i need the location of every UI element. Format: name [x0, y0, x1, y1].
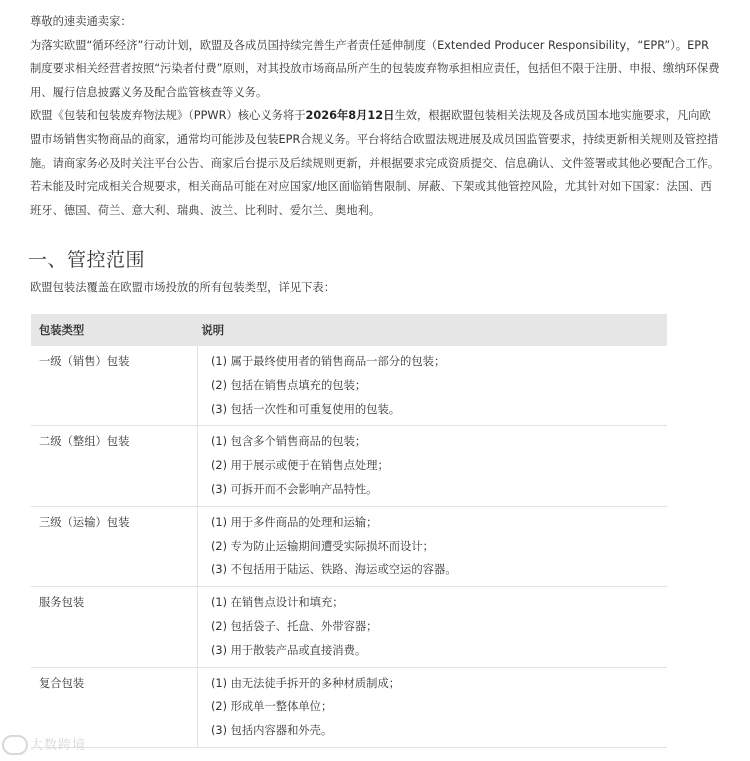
table-row	[31, 587, 667, 667]
intro-text	[30, 10, 720, 222]
header-desc: 说明	[198, 314, 668, 346]
description-item: (3) 不包括用于陆运、铁路、海运或空运的容器。	[211, 563, 457, 577]
table-row	[31, 426, 667, 506]
package-type-cell	[31, 426, 198, 506]
description-cell	[198, 506, 668, 586]
description-item: (3) 可拆开而不会影响产品特性。	[211, 482, 378, 496]
description-item: (1) 包含多个销售商品的包装；	[211, 435, 367, 449]
description-item: (1) 在销售点设计和填充；	[211, 596, 344, 610]
description-item: (1) 属于最终使用者的销售商品一部分的包装；	[211, 355, 446, 368]
section-title: 一、管控范围	[28, 249, 146, 271]
package-type-cell	[31, 587, 198, 667]
package-type: 二级（整组）包装	[39, 435, 130, 449]
watermark-logo-icon	[2, 735, 28, 755]
description-cell	[198, 426, 668, 506]
description-item: (3) 包括内容器和外壳。	[211, 724, 333, 738]
header-type: 包装类型	[31, 314, 198, 346]
package-type: 复合包装	[39, 676, 85, 690]
intro-paragraph-1: 为落实欧盟“循环经济”行动计划，欧盟及各成员国持续完善生产者责任延伸制度（Extended Producer Responsibility，“EPR”）。EPR制度要求相关经营者按照“污染者付费”原则，对其投放市场商品所产生的包装废弃物承担相应责任，包括但不限于注册、申报、缴纳环保费用、履行信息披露义务及配合监管核查等义务。	[30, 38, 720, 99]
description-item: (3) 用于散装产品或直接消费。	[211, 643, 367, 657]
description-item: (1) 用于多件商品的处理和运输；	[211, 515, 378, 529]
package-type-cell	[31, 506, 198, 586]
table-row	[31, 667, 667, 747]
table-row	[31, 506, 667, 586]
description-item: (2) 包括袋子、托盘、外带容器；	[211, 619, 378, 633]
table-row	[31, 346, 667, 426]
intro-paragraph-2	[30, 104, 720, 222]
package-type: 服务包装	[39, 596, 85, 610]
watermark	[2, 734, 86, 756]
section-subtitle: 欧盟包装法覆盖在欧盟市场投放的所有包装类型，详见下表：	[30, 281, 336, 294]
para2-after: 生效，根据欧盟包装相关法规及各成员国本地实施要求，凡向欧盟市场销售实物商品的商家，通常均可能涉及包装EPR合规义务。平台将结合欧盟法规进展及成员国监管要求，持续更新相关规则及管控措施。请商家务必及时关注平台公告、商家后台提示及后续规则更新，并根据要求完成资质提交、信息确认、文件签署或其他必要配合工作。若未能及时完成相关合规要求，相关商品可能在对应国家/地区面临销售限制、屏蔽、下架或其他管控风险，尤其针对如下国家：法国、西班牙、德国、荷兰、意大利、瑞典、波兰、比利时、爱尔兰、奥地利。	[30, 109, 720, 217]
description-item: (2) 专为防止运输期间遭受实际损坏而设计；	[211, 539, 434, 553]
package-type: 一级（销售）包装	[39, 355, 130, 368]
packaging-table	[31, 314, 667, 748]
description-item: (2) 形成单一整体单位；	[211, 700, 333, 714]
description-cell	[198, 587, 668, 667]
effective-date: 2026年8月12日	[305, 109, 395, 123]
description-item: (2) 用于展示或便于在销售点处理；	[211, 459, 389, 473]
greeting: 尊敬的速卖通卖家：	[30, 15, 132, 28]
package-type-cell	[31, 346, 198, 426]
table-header-row	[31, 314, 667, 346]
description-item: (1) 由无法徒手拆开的多种材质制成；	[211, 676, 401, 690]
description-cell	[198, 346, 668, 426]
description-cell	[198, 667, 668, 747]
para2-before: 欧盟《包装和包装废弃物法规》（PPWR）核心义务将于	[30, 109, 306, 123]
description-item: (2) 包括在销售点填充的包装；	[211, 378, 367, 392]
package-type: 三级（运输）包装	[39, 515, 130, 529]
watermark-text: 大数跨境	[30, 738, 87, 753]
description-item: (3) 包括一次性和可重复使用的包装。	[211, 402, 401, 416]
